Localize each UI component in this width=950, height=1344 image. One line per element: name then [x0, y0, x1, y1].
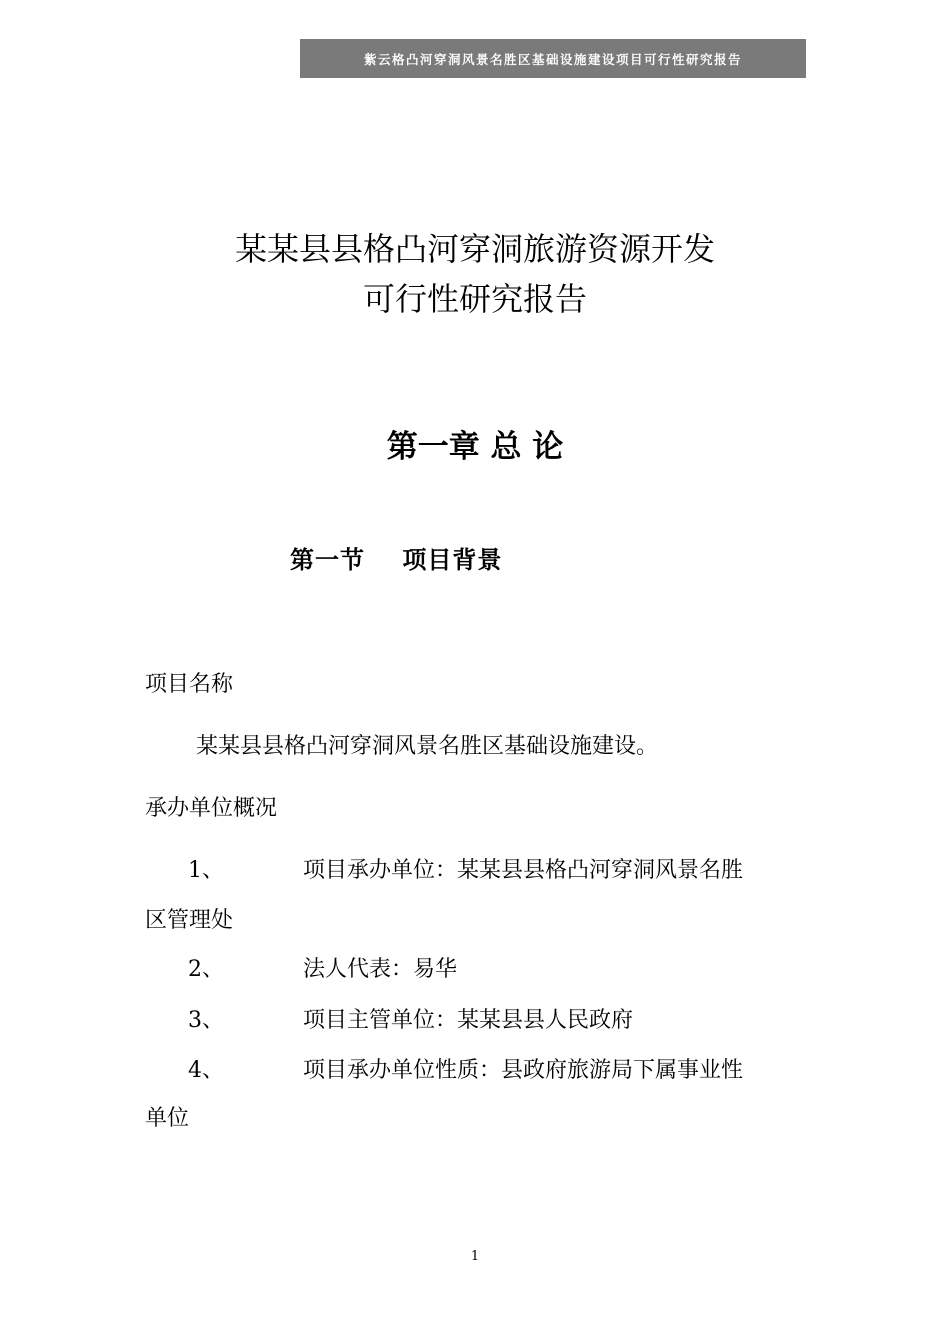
list-item-number: 4、 — [188, 1058, 224, 1083]
organizer-heading: 承办单位概况 — [145, 796, 278, 821]
section-title: 第一节 项目背景 — [290, 545, 503, 574]
document-title-line-2: 可行性研究报告 — [362, 280, 587, 318]
list-item-text: 项目承办单位：某某县县格凸河穿洞风景名胜 — [303, 858, 744, 883]
list-item-text: 项目主管单位：某某县县人民政府 — [303, 1008, 634, 1033]
page-number: 1 — [470, 1249, 480, 1264]
project-name-text: 某某县县格凸河穿洞风景名胜区基础设施建设。 — [196, 734, 659, 759]
list-item-number: 2、 — [188, 957, 224, 982]
project-name-heading: 项目名称 — [145, 672, 234, 697]
list-item-text: 项目承办单位性质：县政府旅游局下属事业性 — [303, 1058, 744, 1083]
chapter-title: 第一章 总 论 — [386, 429, 564, 465]
list-item-continuation: 区管理处 — [145, 908, 234, 933]
running-header: 紫云格凸河穿洞风景名胜区基础设施建设项目可行性研究报告 — [300, 39, 806, 78]
document-title-line-1: 某某县县格凸河穿洞旅游资源开发 — [234, 230, 715, 268]
list-item-number: 3、 — [188, 1008, 224, 1033]
list-item-number: 1、 — [188, 858, 224, 883]
list-item-continuation: 单位 — [145, 1106, 190, 1131]
list-item-text: 法人代表：易华 — [303, 957, 458, 982]
